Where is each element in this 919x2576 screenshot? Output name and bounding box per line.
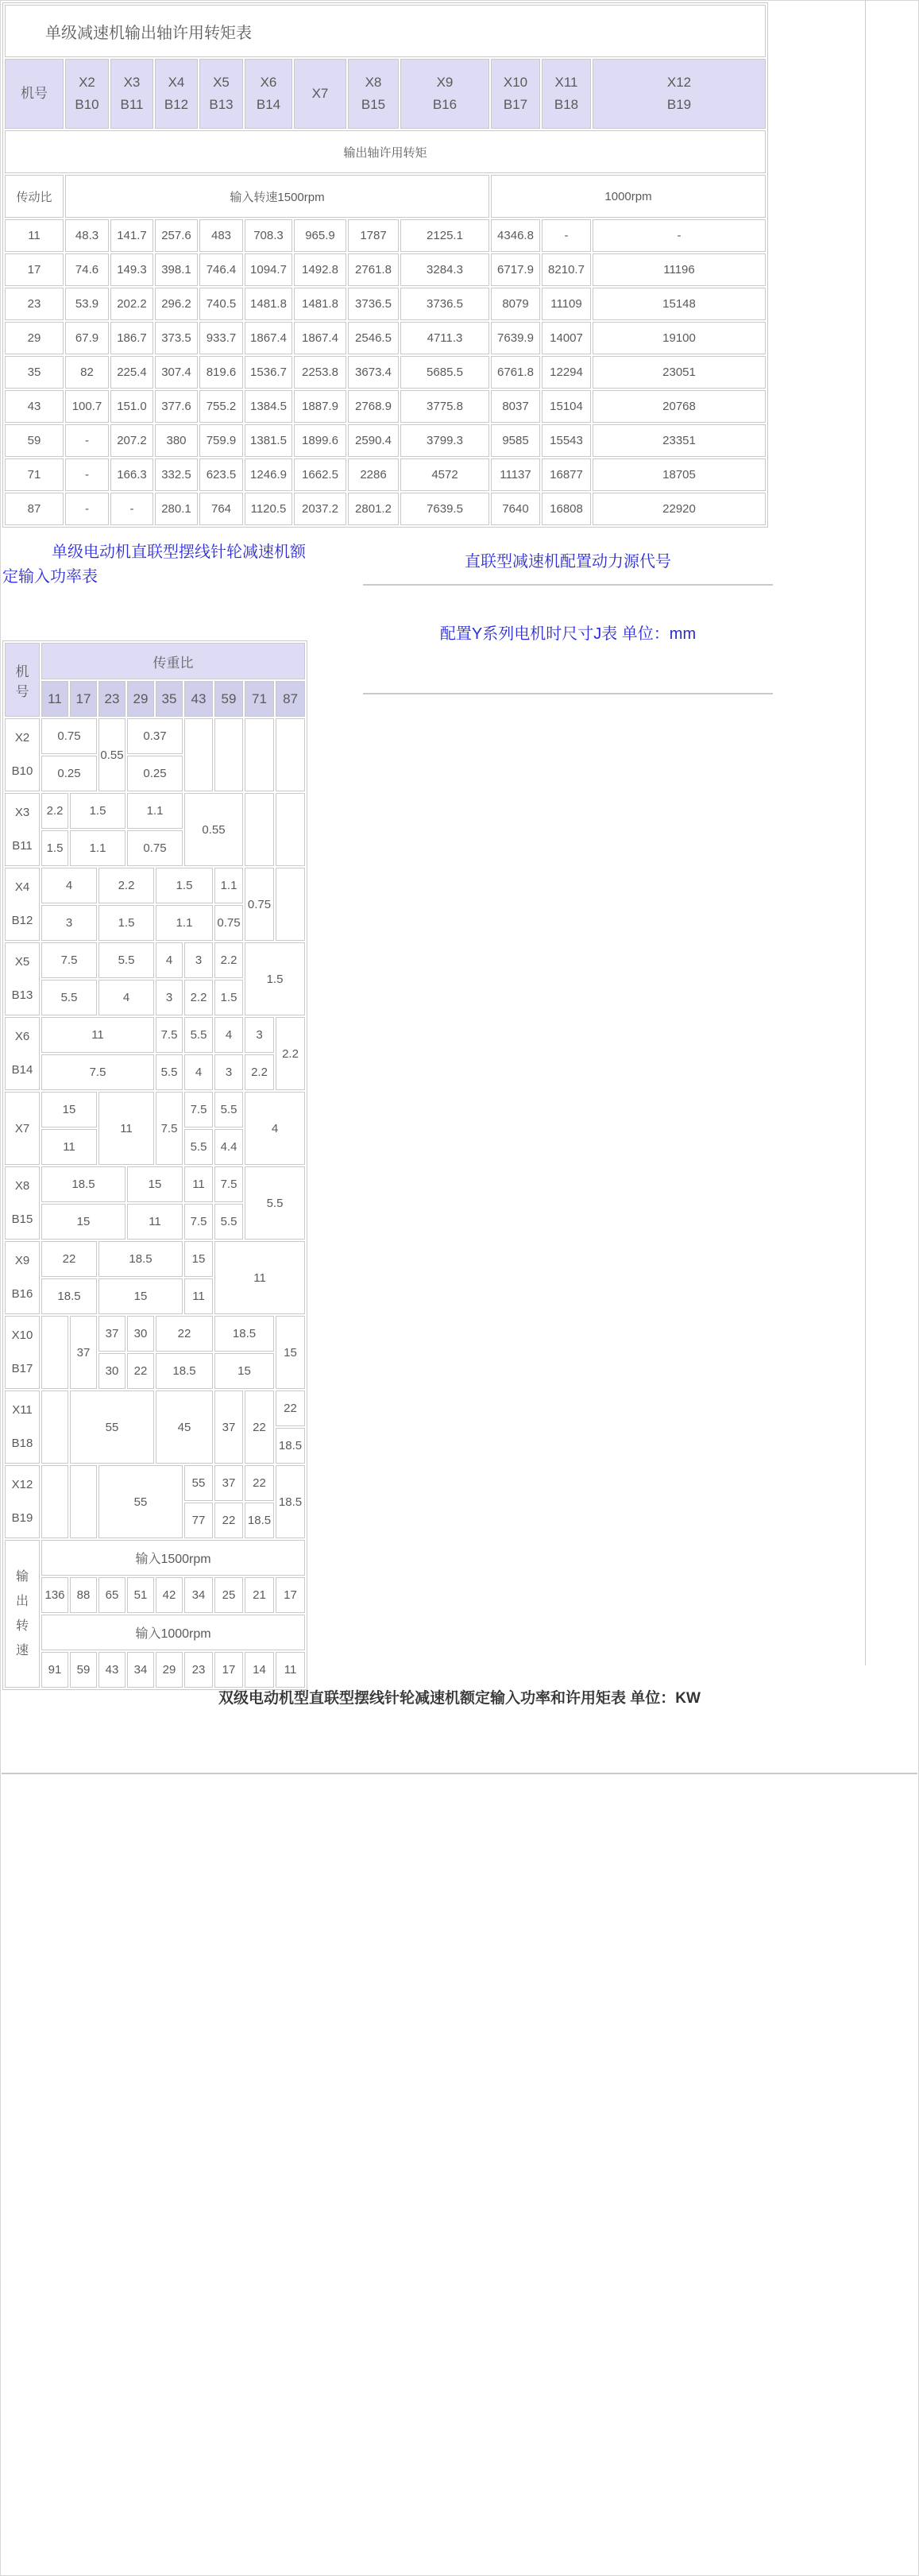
ratio-column-header: 17 [70,681,97,717]
torque-value-cell: 759.9 [199,424,243,457]
ratio-value: 59 [5,424,64,457]
empty-cell [245,793,274,866]
model-column-header: X5 B13 [199,59,243,129]
model-column-header: X12 B19 [593,59,766,129]
torque-value-cell: 332.5 [155,458,198,491]
torque-value-cell: 1867.4 [294,322,346,354]
power-value-cell: 22 [41,1241,97,1277]
torque-value-cell: 16877 [542,458,591,491]
ratio-header: 传重比 [41,643,305,679]
power-value-cell: 2.2 [98,868,154,903]
power-value-cell: 3 [184,942,213,978]
ratio-column-header: 35 [156,681,183,717]
power-value-cell: 0.75 [41,718,97,754]
power-value-cell: 4 [156,942,183,978]
torque-value-cell: 2546.5 [348,322,399,354]
torque-value-cell: 18705 [593,458,766,491]
upper-section [1,1,918,1677]
power-value-cell: 22 [127,1353,154,1389]
power-value-cell: 4 [214,1017,243,1053]
power-value-cell: 1.1 [214,868,243,903]
torque-value-cell: 202.2 [110,288,153,320]
power-source-code-table [363,584,773,586]
torque-value-cell: 1867.4 [245,322,292,354]
machine-label: X8 B15 [5,1166,40,1240]
torque-value-cell: 15148 [593,288,766,320]
torque-value-cell: 53.9 [65,288,109,320]
two-column-area [1,528,865,1690]
torque-value-cell: 4572 [400,458,489,491]
output-speed-1000-value: 43 [98,1652,125,1688]
model-column-header: X9 B16 [400,59,489,129]
power-value-cell: 1.1 [70,830,125,866]
power-value-cell: 4.4 [214,1129,243,1165]
power-value-cell: 1.1 [156,905,213,941]
torque-value-cell: 4346.8 [491,219,540,252]
power-value-cell: 18.5 [41,1278,97,1314]
ratio-column-header: 59 [214,681,243,717]
empty-cell [214,718,243,791]
power-table-title: 单级电动机直联型摆线针轮减速机额定输入功率表 [2,543,306,586]
power-value-cell: 7.5 [156,1017,183,1053]
power-value-cell: 22 [156,1316,213,1352]
output-speed-1000-value: 29 [156,1652,183,1688]
torque-value-cell: 280.1 [155,493,198,525]
power-value-cell: 30 [98,1353,125,1389]
torque-value-cell: 225.4 [110,356,153,389]
torque-value-cell: 1787 [348,219,399,252]
power-value-cell: 1.5 [156,868,213,903]
power-value-cell: 15 [276,1316,305,1389]
torque-value-cell: 11137 [491,458,540,491]
torque-value-cell: 3775.8 [400,390,489,423]
power-value-cell: 2.2 [214,942,243,978]
torque-value-cell: 7640 [491,493,540,525]
two-stage-table-title: 双级电动机型直联型摆线针轮减速机额定输入功率和许用矩表 单位：KW [218,1690,701,1707]
output-speed-1500-value: 34 [184,1577,213,1613]
output-speed-1500-value: 65 [98,1577,125,1613]
ratio-value: 87 [5,493,64,525]
torque-value-cell: 67.9 [65,322,109,354]
power-value-cell: 5.5 [98,942,154,978]
power-value-cell: 1.5 [245,942,305,1015]
machine-label: X2 B10 [5,718,40,791]
empty-cell [41,1465,68,1538]
torque-value-cell: 8210.7 [542,253,591,286]
torque-value-cell: 11109 [542,288,591,320]
torque-value-cell: 74.6 [65,253,109,286]
torque-value-cell: 755.2 [199,390,243,423]
torque-value-cell: 15104 [542,390,591,423]
ratio-column-header: 87 [276,681,305,717]
machine-label: X12 B19 [5,1465,40,1538]
torque-value-cell: 373.5 [155,322,198,354]
torque-value-cell: 1481.8 [294,288,346,320]
power-value-cell: 7.5 [156,1092,183,1165]
torque-value-cell: 22920 [593,493,766,525]
power-value-cell: 77 [184,1503,213,1538]
power-value-cell: 4 [184,1054,213,1090]
torque-value-cell: 746.4 [199,253,243,286]
j-table-title: 配置Y系列电机时尺寸J表 单位：mm [439,625,697,643]
power-value-cell: 18.5 [41,1166,125,1202]
power-value-cell: 1.5 [214,980,243,1015]
output-speed-1000-value: 11 [276,1652,305,1688]
power-value-cell: 15 [41,1092,97,1127]
ratio-value: 71 [5,458,64,491]
empty-cell [184,718,213,791]
empty-cell [70,1465,97,1538]
torque-value-cell: 2801.2 [348,493,399,525]
power-value-cell: 22 [245,1465,274,1501]
j-dimension-table [363,693,773,694]
output-speed-1000-value: 17 [214,1652,243,1688]
torque-value-cell: 1094.7 [245,253,292,286]
ratio-column-header: 29 [127,681,154,717]
power-value-cell: 11 [184,1278,213,1314]
power-value-cell: 11 [41,1017,154,1053]
machine-number-header: 机 号 [5,643,40,717]
power-value-cell: 5.5 [41,980,97,1015]
power-value-cell: 11 [127,1204,183,1240]
power-value-cell: 3 [41,905,97,941]
input-1000-label: 输入1000rpm [41,1615,305,1650]
torque-value-cell: 166.3 [110,458,153,491]
torque-value-cell: 1662.5 [294,458,346,491]
torque-value-cell: 1246.9 [245,458,292,491]
power-value-cell: 18.5 [98,1241,183,1277]
machine-label: X7 [5,1092,40,1165]
power-value-cell: 15 [214,1353,274,1389]
upper-main-column [1,1,865,1677]
torque-value-cell: 3799.3 [400,424,489,457]
power-value-cell: 0.75 [245,868,274,941]
torque-value-cell: 3673.4 [348,356,399,389]
machine-label: X9 B16 [5,1241,40,1314]
power-value-cell: 15 [127,1166,183,1202]
ratio-value: 35 [5,356,64,389]
torque-value-cell: 11196 [593,253,766,286]
output-speed-1500-value: 42 [156,1577,183,1613]
torque-value-cell: 1887.9 [294,390,346,423]
model-column-header: X8 B15 [348,59,399,129]
torque-value-cell: 186.7 [110,322,153,354]
power-value-cell: 1.5 [41,830,68,866]
torque-value-cell: 965.9 [294,219,346,252]
torque-value-cell: - [110,493,153,525]
torque-value-cell: 819.6 [199,356,243,389]
torque-value-cell: 257.6 [155,219,198,252]
torque-value-cell: 19100 [593,322,766,354]
power-value-cell: 4 [41,868,97,903]
output-speed-1500-value: 21 [245,1577,274,1613]
power-value-cell: 37 [214,1390,243,1464]
machine-label: X3 B11 [5,793,40,866]
torque-value-cell: 8079 [491,288,540,320]
power-value-cell: 2.2 [184,980,213,1015]
power-value-cell: 5.5 [184,1017,213,1053]
output-shaft-torque-table [2,2,768,528]
torque-value-cell: 2768.9 [348,390,399,423]
ratio-column-header: 23 [98,681,125,717]
ratio-column-header: 11 [41,681,68,717]
torque-value-cell: 3736.5 [348,288,399,320]
output-speed-1500-value: 51 [127,1577,154,1613]
power-value-cell: 18.5 [214,1316,274,1352]
torque-value-cell: 82 [65,356,109,389]
torque-value-cell: 2761.8 [348,253,399,286]
power-value-cell: 5.5 [184,1129,213,1165]
torque-value-cell: 2590.4 [348,424,399,457]
torque-value-cell: 296.2 [155,288,198,320]
torque-value-cell: 307.4 [155,356,198,389]
output-speed-1000-value: 23 [184,1652,213,1688]
power-value-cell: 37 [70,1316,97,1389]
empty-cell [276,793,305,866]
power-value-cell: 3 [156,980,183,1015]
right-column [353,528,782,893]
ratio-column-header: 43 [184,681,213,717]
power-value-cell: 18.5 [276,1428,305,1464]
power-value-cell: 0.25 [41,756,97,791]
torque-value-cell: 4711.3 [400,322,489,354]
power-value-cell: 5.5 [156,1054,183,1090]
power-value-cell: 11 [98,1092,154,1165]
output-speed-1500-value: 17 [276,1577,305,1613]
machine-number-header: 机号 [5,59,64,129]
torque-value-cell: 2125.1 [400,219,489,252]
torque-value-cell: - [65,424,109,457]
empty-cell [41,1390,68,1464]
power-value-cell: 4 [245,1092,305,1165]
output-speed-1500-value: 136 [41,1577,68,1613]
torque-table-title: 单级减速机输出轴许用转矩表 [5,5,766,57]
power-value-cell: 37 [214,1465,243,1501]
torque-value-cell: 8037 [491,390,540,423]
model-column-header: X10 B17 [491,59,540,129]
model-column-header: X7 [294,59,346,129]
power-value-cell: 45 [156,1390,213,1464]
torque-value-cell: 5685.5 [400,356,489,389]
machine-label: X10 B17 [5,1316,40,1389]
torque-value-cell: 377.6 [155,390,198,423]
torque-value-cell: - [542,219,591,252]
output-speed-1000-value: 34 [127,1652,154,1688]
torque-value-cell: 1536.7 [245,356,292,389]
power-value-cell: 3 [245,1017,274,1053]
power-value-cell: 2.2 [41,793,68,829]
power-value-cell: 1.1 [127,793,183,829]
machine-label: X5 B13 [5,942,40,1015]
torque-value-cell: 764 [199,493,243,525]
empty-cell [276,718,305,791]
power-value-cell: 11 [41,1129,97,1165]
torque-value-cell: 708.3 [245,219,292,252]
torque-value-cell: 380 [155,424,198,457]
power-value-cell: 11 [214,1241,305,1314]
torque-value-cell: 1120.5 [245,493,292,525]
output-speed-1500-value: 88 [70,1577,97,1613]
two-stage-power-torque-table [2,1773,917,1774]
power-value-cell: 18.5 [156,1353,213,1389]
model-column-header: X4 B12 [155,59,198,129]
torque-value-cell: 1492.8 [294,253,346,286]
power-value-cell: 0.25 [127,756,183,791]
torque-value-cell: 23351 [593,424,766,457]
output-speed-1000-value: 14 [245,1652,274,1688]
torque-value-cell: 48.3 [65,219,109,252]
ratio-value: 23 [5,288,64,320]
power-value-cell: 1.5 [70,793,125,829]
torque-value-cell: 151.0 [110,390,153,423]
torque-value-cell: 2253.8 [294,356,346,389]
power-value-cell: 30 [127,1316,154,1352]
torque-value-cell: 14007 [542,322,591,354]
left-column [1,528,320,1690]
torque-value-cell: 20768 [593,390,766,423]
torque-value-cell: 1899.6 [294,424,346,457]
torque-value-cell: 149.3 [110,253,153,286]
torque-value-cell: 207.2 [110,424,153,457]
torque-value-cell: 3736.5 [400,288,489,320]
empty-cell [41,1316,68,1389]
torque-value-cell: 6761.8 [491,356,540,389]
power-value-cell: 5.5 [245,1166,305,1240]
power-value-cell: 1.5 [98,905,154,941]
power-value-cell: 7.5 [41,1054,154,1090]
power-value-cell: 15 [184,1241,213,1277]
ratio-header: 传动比 [5,175,64,218]
torque-value-cell: 1481.8 [245,288,292,320]
ratio-value: 11 [5,219,64,252]
input-1500-label: 输入1500rpm [41,1540,305,1576]
right-spacer-column [865,1,918,1665]
output-speed-1000-value: 91 [41,1652,68,1688]
power-value-cell: 0.55 [98,718,125,791]
output-speed-label: 输 出 转 速 [5,1540,40,1688]
torque-value-cell: 16808 [542,493,591,525]
empty-cell [245,718,274,791]
rated-input-power-table [2,640,307,1690]
power-value-cell: 0.37 [127,718,183,754]
power-value-cell: 7.5 [184,1204,213,1240]
torque-value-cell: 398.1 [155,253,198,286]
torque-value-cell: 483 [199,219,243,252]
ratio-value: 29 [5,322,64,354]
power-value-cell: 22 [245,1390,274,1464]
torque-value-cell: 7639.9 [491,322,540,354]
torque-value-cell: 100.7 [65,390,109,423]
power-value-cell: 18.5 [245,1503,274,1538]
speed-1500-header: 输入转速1500rpm [65,175,489,218]
power-value-cell: 22 [276,1390,305,1426]
power-value-cell: 22 [214,1503,243,1538]
ratio-value: 43 [5,390,64,423]
power-value-cell: 0.75 [214,905,243,941]
power-value-cell: 3 [214,1054,243,1090]
torque-value-cell: - [65,493,109,525]
torque-value-cell: 2037.2 [294,493,346,525]
model-column-header: X6 B14 [245,59,292,129]
torque-value-cell: 15543 [542,424,591,457]
speed-1000-header: 1000rpm [491,175,766,218]
motor-code-title: 直联型减速机配置动力源代号 [465,553,671,571]
power-value-cell: 7.5 [184,1092,213,1127]
power-value-cell: 0.55 [184,793,243,866]
torque-value-cell: - [593,219,766,252]
torque-value-cell: 9585 [491,424,540,457]
torque-value-cell: 3284.3 [400,253,489,286]
torque-value-cell: 933.7 [199,322,243,354]
power-value-cell: 11 [184,1166,213,1202]
power-value-cell: 18.5 [276,1465,305,1538]
power-value-cell: 37 [98,1316,125,1352]
output-speed-1000-value: 59 [70,1652,97,1688]
power-value-cell: 15 [98,1278,183,1314]
ratio-value: 17 [5,253,64,286]
model-column-header: X3 B11 [110,59,153,129]
power-value-cell: 55 [184,1465,213,1501]
torque-value-cell: 740.5 [199,288,243,320]
machine-label: X11 B18 [5,1390,40,1464]
ratio-column-header: 71 [245,681,274,717]
output-speed-1500-value: 25 [214,1577,243,1613]
torque-value-cell: 12294 [542,356,591,389]
machine-label: X6 B14 [5,1017,40,1090]
power-value-cell: 7.5 [41,942,97,978]
power-value-cell: 15 [41,1204,125,1240]
torque-value-cell: - [65,458,109,491]
model-column-header: X2 B10 [65,59,109,129]
power-value-cell: 5.5 [214,1204,243,1240]
torque-value-cell: 1384.5 [245,390,292,423]
power-value-cell: 55 [98,1465,183,1538]
power-value-cell: 2.2 [276,1017,305,1090]
torque-value-cell: 2286 [348,458,399,491]
machine-label: X4 B12 [5,868,40,941]
power-value-cell: 4 [98,980,154,1015]
span-header: 输出轴许用转矩 [5,130,766,173]
power-value-cell: 7.5 [214,1166,243,1202]
torque-value-cell: 23051 [593,356,766,389]
power-value-cell: 0.75 [127,830,183,866]
power-value-cell: 5.5 [214,1092,243,1127]
torque-value-cell: 141.7 [110,219,153,252]
power-value-cell: 55 [70,1390,154,1464]
empty-cell [276,868,305,941]
torque-value-cell: 6717.9 [491,253,540,286]
power-value-cell: 2.2 [245,1054,274,1090]
torque-value-cell: 7639.5 [400,493,489,525]
torque-value-cell: 623.5 [199,458,243,491]
model-column-header: X11 B18 [542,59,591,129]
torque-value-cell: 1381.5 [245,424,292,457]
